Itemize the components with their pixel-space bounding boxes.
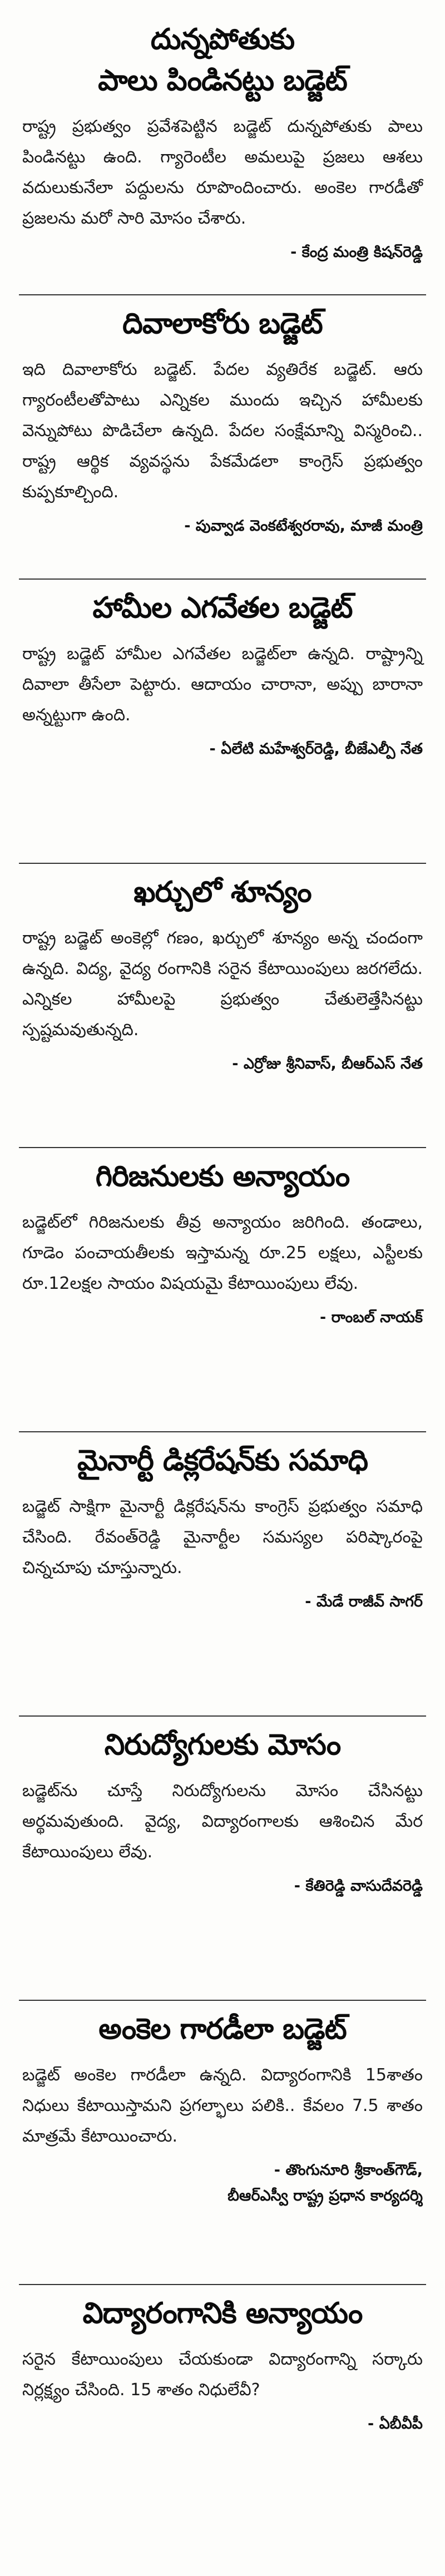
article-rajiv-sagar: [19, 1437, 426, 1721]
section-divider: [19, 1431, 426, 1432]
article-abvp: [19, 2290, 426, 2574]
article-kishan-reddy: [19, 16, 426, 300]
headline: హామీల ఎగవేతల బడ్జెట్: [92, 591, 353, 625]
article-puvvada: [19, 300, 426, 584]
attribution: - కేంద్ర మంత్రి కిషన్‌రెడ్డి: [290, 244, 423, 261]
article-errozu-srinivas: [19, 868, 426, 1153]
headline: [19, 19, 426, 101]
attribution: - కేతిరెడ్డి వాసుదేవరెడ్డి: [294, 1877, 423, 1895]
attribution-name: - తొంగునూరి శ్రీకాంత్‌గౌడ్,: [274, 2162, 423, 2179]
section-divider: [19, 863, 426, 864]
attribution: - ఎర్రోజు శ్రీనివాస్, బీఆర్ఎస్ నేత: [232, 1055, 423, 1072]
article-body: ఇది దివాలాకోరు బడ్జెట్. పేదల వ్యతిరేక బడ్జెట్. ఆరు గ్యారంటీలతోపాటు ఎన్నికల ముందు ఇచ్చిన హామీలకు వెన్నుపోటు పొడిచేలా ఉన్నది. పేదల సంక్షేమాన్ని విస్మరించి.. రాష్ట్ర ఆర్థిక వ్యవస్థను పేకమేడలా కాంగ్రెస్ ప్రభుత్వం కుప్పకూల్చింది.: [22, 360, 423, 502]
article-body: బడ్జెట్‌లో గిరిజనులకు తీవ్ర అన్యాయం జరిగింది. తండాలు, గూడెం పంచాయతీలకు ఇస్తామన్న రూ.25 లక్షలు, ఎస్టీలకు రూ.12లక్షల సాయం విషయమై కేటాయింపులు లేవు.: [22, 1213, 423, 1293]
article-body: రాష్ట్ర ప్రభుత్వం ప్రవేశపెట్టిన బడ్జెట్ దున్నపోతుకు పాలు పిండినట్టు ఉంది. గ్యారెంటీల అమలుపై ప్రజలు ఆశలు వదులుకునేలా పద్దులను రూపొందించారు. అంకెల గారడీతో ప్రజలను మరో సారి మోసం చేశారు.: [22, 117, 423, 228]
article-rambal-nayak: [19, 1153, 426, 1437]
headline: దివాలాకోరు బడ్జెట్: [122, 307, 323, 340]
section-divider: [19, 1715, 426, 1717]
headline: గిరిజనులకు అన్యాయం: [95, 1160, 350, 1193]
article-vasudeva-reddy: [19, 1721, 426, 2005]
article-body: బడ్జెట్ అంకెల గారడీలా ఉన్నది. విద్యారంగానికి 15శాతం నిధులు కేటాయిస్తామని ప్రగల్భాలు పలికి.. కేవలం 7.5 శాతం మాత్రమే కేటాయించారు.: [22, 2065, 423, 2146]
section-divider: [19, 294, 426, 295]
article-body: రాష్ట్ర బడ్జెట్ హామీల ఎగవేతల బడ్జెట్‌లా ఉన్నది. రాష్ట్రాన్ని దివాలా తీసేలా పెట్టారు. ఆదాయం చారానా, అప్పు బారానా అన్నట్టుగా ఉంది.: [22, 644, 423, 725]
article-srikanth-goud: [19, 2005, 426, 2290]
attribution: - ఏలేటి మహేశ్వర్‌రెడ్డి, బీజేఎల్పీ నేత: [209, 740, 423, 758]
article-maheshwar-reddy: [19, 584, 426, 868]
section-divider: [19, 1147, 426, 1148]
article-body: బడ్జెట్ సాక్షిగా మైనార్టీ డిక్లరేషన్‌ను కాంగ్రెస్ ప్రభుత్వం సమాధి చేసింది. రేవంత్‌రెడ్డి మైనార్టీల సమస్యల పరిష్కారంపై చిన్నచూపు చూస్తున్నారు.: [22, 1497, 423, 1578]
article-body: సరైన కేటాయింపులు చేయకుండా విద్యారంగాన్ని సర్కారు నిర్లక్ష్యం చేసింది. 15 శాతం నిధులేవీ?: [22, 2350, 423, 2400]
article-body: రాష్ట్ర బడ్జెట్ అంకెల్లో గణం, ఖర్చులో శూన్యం అన్న చందంగా ఉన్నది. విద్య, వైద్య రంగానికి సరైన కేటాయింపులు జరగలేదు. ఎన్నికల హామీలపై ప్రభుత్వం చేతులెత్తేసినట్టు స్పష్టమవుతున్నది.: [22, 928, 423, 1040]
headline: విద్యారంగానికి అన్యాయం: [82, 2297, 363, 2330]
article-body: బడ్జెట్‌ను చూస్తే నిరుద్యోగులను మోసం చేసినట్టు అర్థమవుతుంది. వైద్య, విద్యారంగాలకు ఆశించిన మేర కేటాయింపులు లేవు.: [22, 1781, 423, 1862]
attribution: - పువ్వాడ వెంకటేశ్వరరావు, మాజీ మంత్రి: [184, 517, 423, 535]
attribution-designation: బీఆర్ఎస్వీ రాష్ట్ర ప్రధాన కార్యదర్శి: [228, 2187, 423, 2204]
attribution: - రాంబల్ నాయక్: [320, 1309, 423, 1326]
attribution: - మేడే రాజీవ్ సాగర్: [305, 1593, 423, 1610]
attribution: - ఏబీవీపీ: [367, 2415, 423, 2432]
section-divider: [19, 2284, 426, 2285]
headline: మైనార్టీ డిక్లరేషన్‌కు సమాధి: [77, 1444, 368, 1477]
headline-line-2: పాలు పిండినట్టు బడ్జెట్: [98, 64, 347, 97]
headline-line-1: దున్నపోతుకు: [150, 23, 295, 56]
headline: అంకెల గారడీలా బడ్జెట్: [98, 2013, 347, 2046]
section-divider: [19, 579, 426, 580]
headline: ఖర్చులో శూన్యం: [134, 876, 312, 909]
headline: నిరుద్యోగులకు మోసం: [104, 1728, 341, 1762]
section-divider: [19, 2000, 426, 2001]
